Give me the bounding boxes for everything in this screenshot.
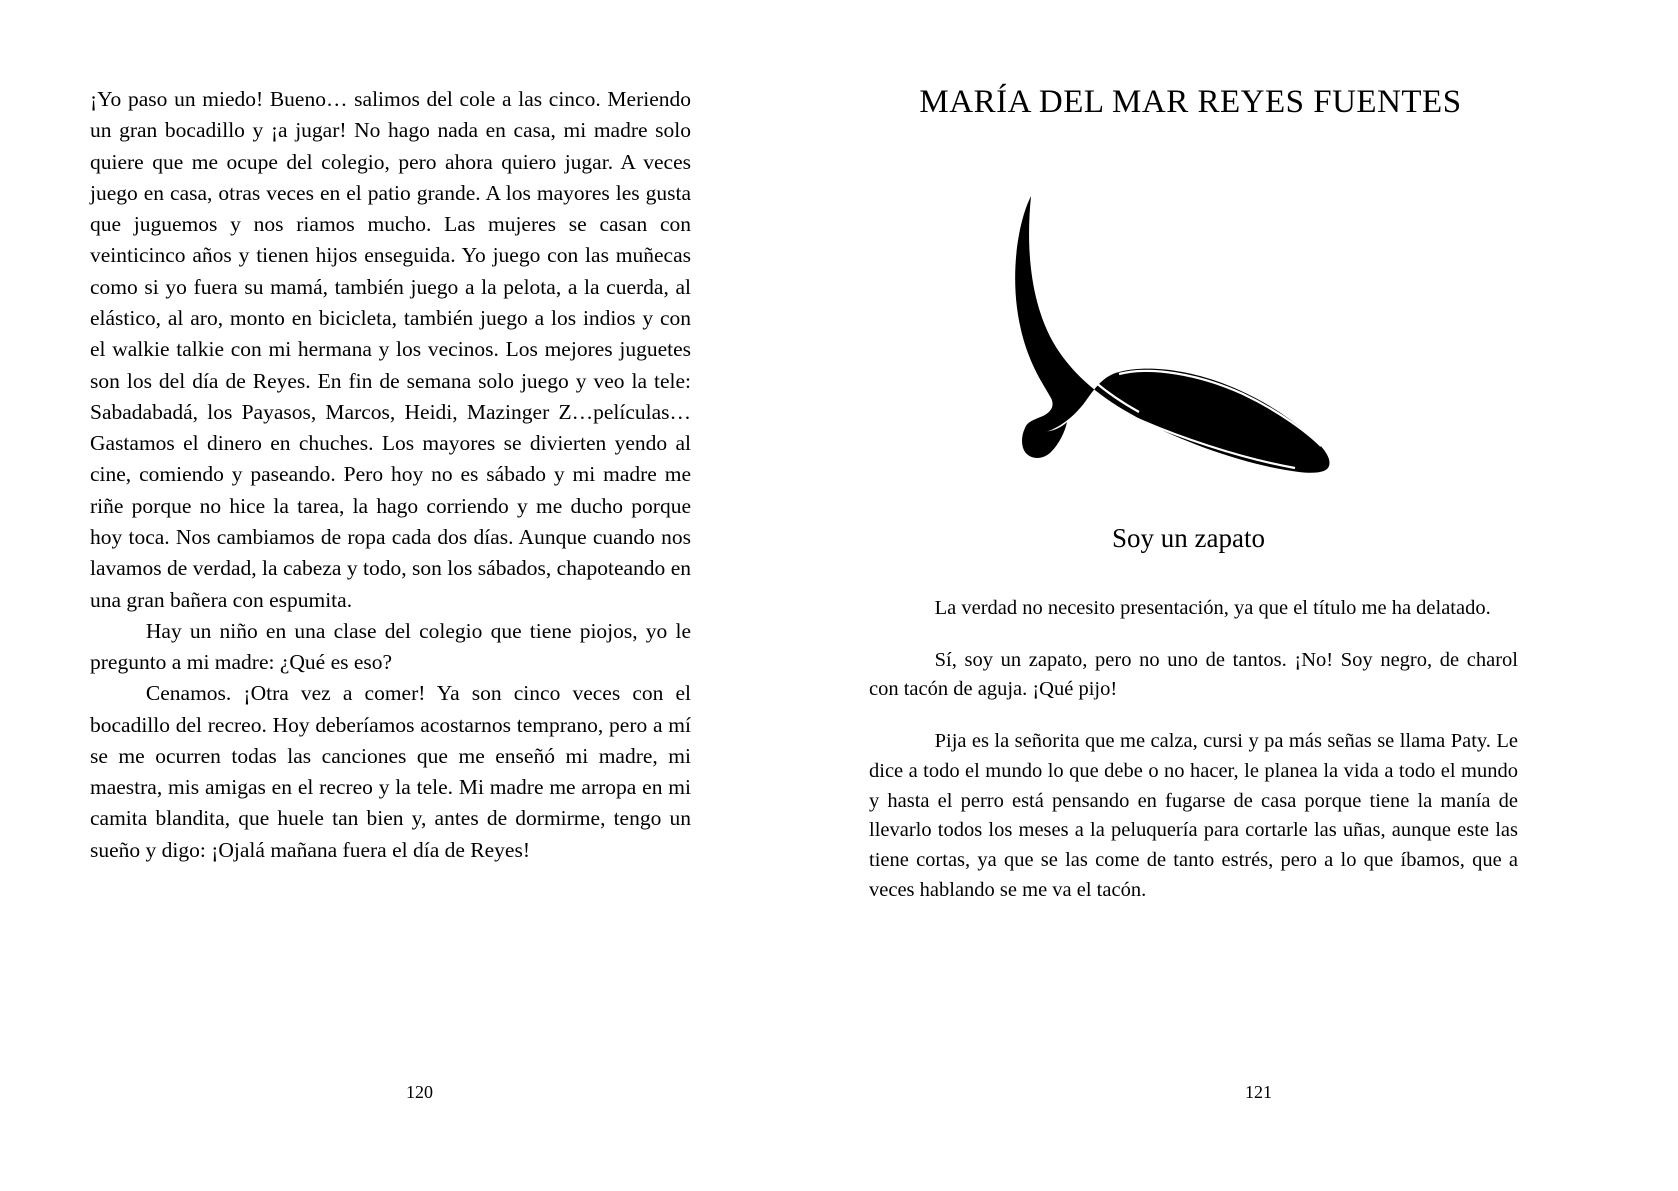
paragraph: Pija es la señorita que me calza, cursi y pa más señas se llama Paty. Le dice a todo el mundo lo que debe o no hacer, le planea la vida a todo el mundo y hasta el perro está pensando en fugarse de casa porque tiene la manía de llevarlo todos los meses a la peluquería para cortarle las uñas, aunque este las tiene cortas, ya que se las come de tanto estrés, pero a lo que íbamos, que a veces hablando se me va el tacón.	[869, 730, 1518, 901]
paragraph: ¡Yo paso un miedo! Bueno… salimos del cole a las cinco. Meriendo un gran bocadillo y ¡a jugar! No hago nada en casa, mi madre solo quiere que me ocupe del colegio, pero ahora quiero jugar. A veces juego en casa, otras veces en el patio grande. A los mayores les gusta que juguemos y nos riamos mucho. Las mujeres se casan con veinticinco años y tienen hijos enseguida. Yo juego con las muñecas como si yo fuera su mamá, también juego a la pelota, a la cuerda, al elástico, al aro, monto en bicicleta, también juego a los indios y con el walkie talkie con mi hermana y los vecinos. Los mejores juguetes son los del día de Reyes. En fin de semana solo juego y veo la tele: Sabadabadá, los Payasos, Marcos, Heidi, Mazinger Z…películas… Gastamos el dinero en chuches. Los mayores se divierten yendo al cine, comiendo y paseando. Pero hoy no es sábado y mi madre me riñe porque no hice la tarea, la hago corriendo y me ducho porque hoy toca. Nos cambiamos de ropa cada dos días. Aunque cuando nos lavamos de verdad, la cabeza y todo, son los sábados, chapoteando en una gran bañera con espumita.	[90, 87, 691, 612]
paragraph: La verdad no necesito presentación, ya que el título me ha delatado.	[934, 597, 1491, 619]
author-name-heading: MARÍA DEL MAR REYES FUENTES	[919, 84, 1462, 120]
right-page-body	[869, 594, 1518, 905]
page-number-left: 120	[406, 1082, 433, 1102]
paragraph: Sí, soy un zapato, pero no uno de tantos. ¡No! Soy negro, de charol con tacón de aguja. ¡Qué pijo!	[869, 648, 1518, 701]
page-number-right: 121	[1245, 1082, 1272, 1102]
left-page-body	[90, 84, 691, 866]
piece-title: Soy un zapato	[1112, 523, 1265, 553]
paragraph: Cenamos. ¡Otra vez a comer! Ya son cinco veces con el bocadillo del recreo. Hoy deberíamos acostarnos temprano, pero a mí se me ocurren todas las canciones que me enseñó mi madre, mi maestra, mis amigas en el recreo y la tele. Mi madre me arropa en mi camita blandita, que huele tan bien y, antes de dormirme, tengo un sueño y digo: ¡Ojalá mañana fuera el día de Reyes!	[90, 681, 691, 862]
shoe-illustration	[869, 169, 1518, 499]
right-page	[839, 0, 1678, 1191]
paragraph: Hay un niño en una clase del colegio que tiene piojos, yo le pregunto a mi madre: ¿Qué es eso?	[90, 618, 691, 675]
